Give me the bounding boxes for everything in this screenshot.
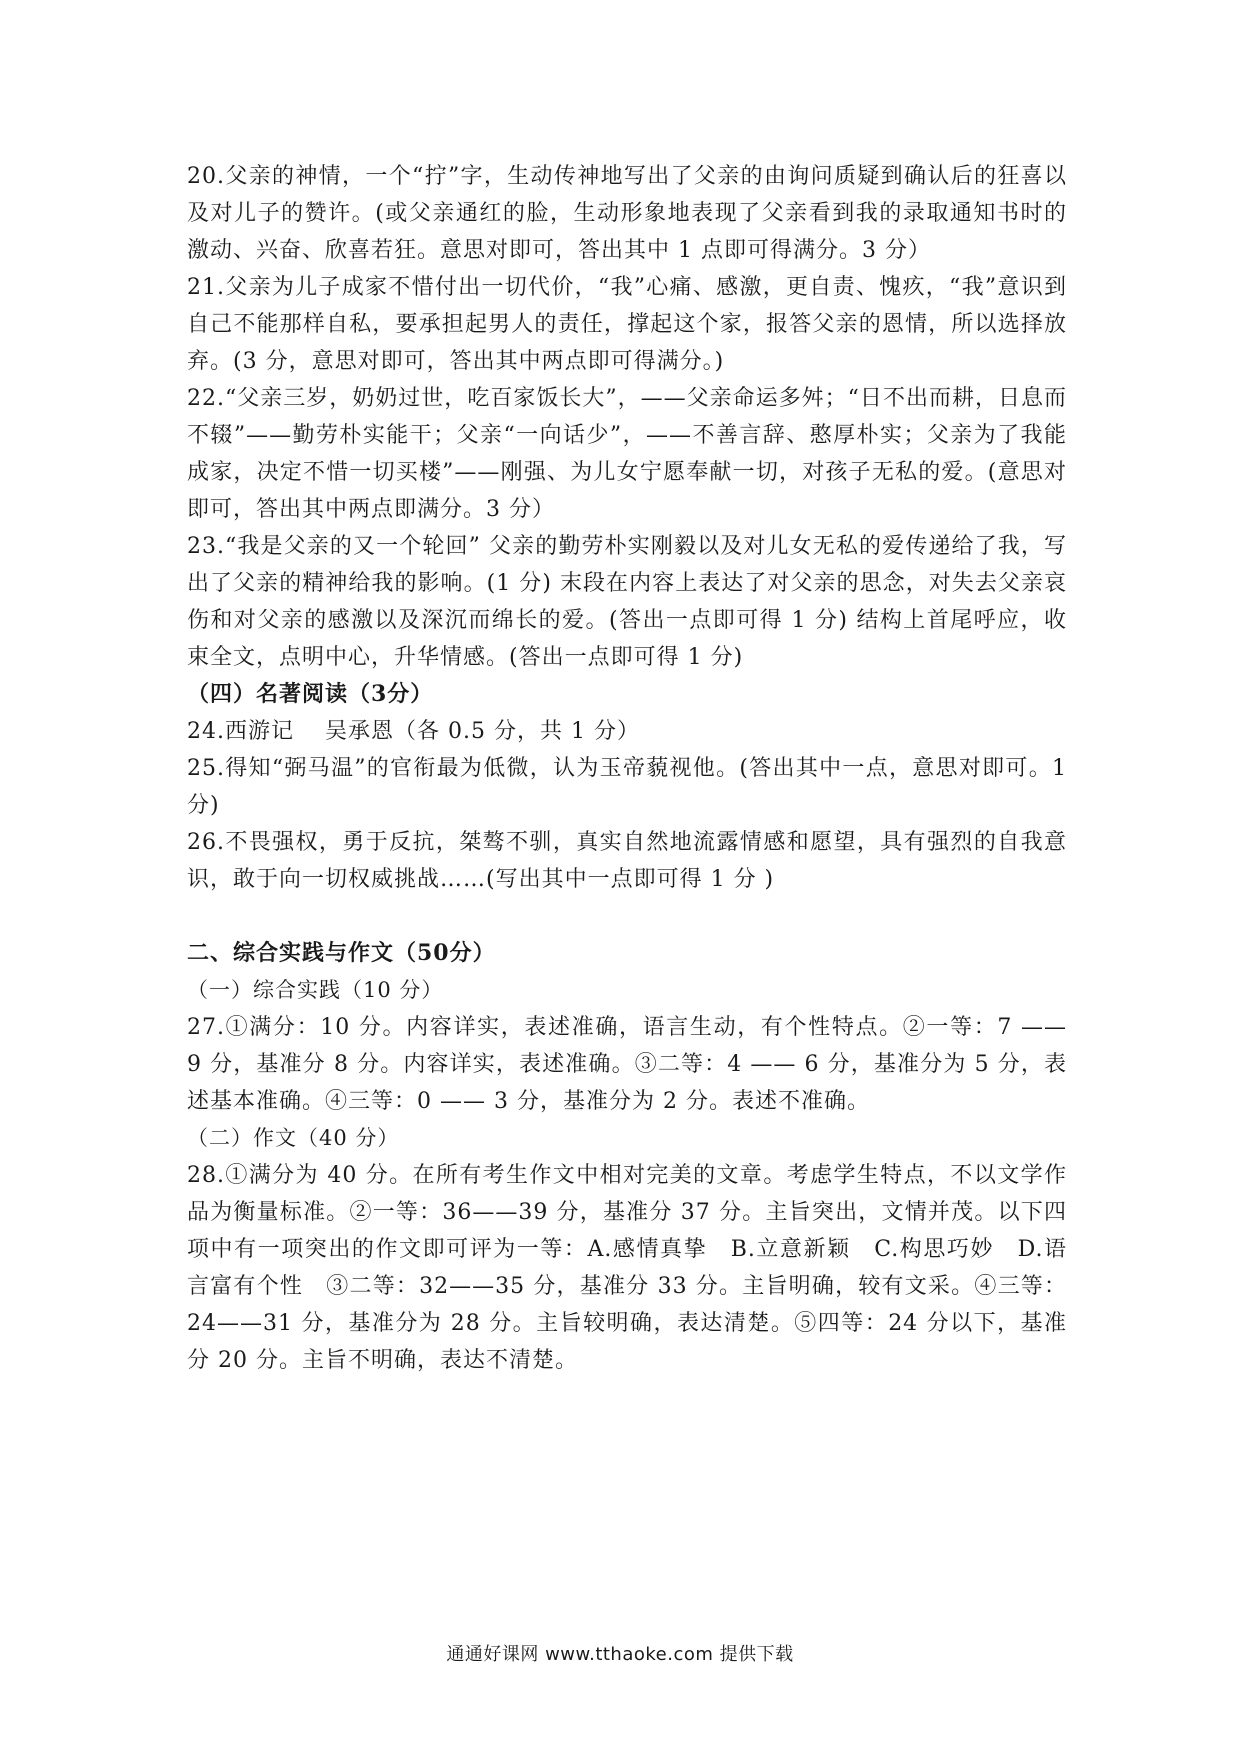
part-2-sub-heading-1: （一）综合实践（10 分）	[187, 978, 444, 1002]
answer-22: 22.“父亲三岁，奶奶过世，吃百家饭长大”，——父亲命运多舛；“日不出而耕，日息而不辍”——勤劳朴实能干；父亲“一向话少”，——不善言辞、憨厚朴实；父亲为了我能成家，决定不惜一切买楼”——刚强、为儿女宁愿奉献一切，对孩子无私的爱。(意思对即可，答出其中两点即满分。3 分）	[187, 386, 1067, 522]
answer-20: 20.父亲的神情，一个“拧”字，生动传神地写出了父亲的由询问质疑到确认后的狂喜以及对儿子的赞许。(或父亲通红的脸，生动形象地表现了父亲看到我的录取通知书时的激动、兴奋、欣喜若狂。意思对即可，答出其中 1 点即可得满分。3 分）	[187, 164, 1067, 263]
answer-25: 25.得知“弼马温”的官衔最为低微，认为玉帝藐视他。(答出其中一点，意思对即可。1 分)	[187, 756, 1067, 818]
part-2-sub-heading-2: （二）作文（40 分）	[187, 1126, 400, 1150]
section-4-heading: （四）名著阅读（3分）	[187, 681, 434, 707]
answer-26: 26.不畏强权，勇于反抗，桀骜不驯，真实自然地流露情感和愿望，具有强烈的自我意识，敢于向一切权威挑战……(写出其中一点即可得 1 分 )	[187, 830, 1067, 892]
answer-24: 24.西游记 吴承恩（各 0.5 分，共 1 分）	[187, 719, 640, 744]
answer-21: 21.父亲为儿子成家不惜付出一切代价，“我”心痛、感激，更自责、愧疚，“我”意识到自己不能那样自私，要承担起男人的责任，撑起这个家，报答父亲的恩情，所以选择放弃。(3 分，意思对即可，答出其中两点即可得满分。)	[187, 275, 1067, 374]
answer-23: 23.“我是父亲的又一个轮回” 父亲的勤劳朴实刚毅以及对儿女无私的爱传递给了我，写出了父亲的精神给我的影响。(1 分) 末段在内容上表达了对父亲的思念，对失去父亲哀伤和对父亲的感激以及深沉而绵长的爱。(答出一点即可得 1 分) 结构上首尾呼应，收束全文，点明中心，升华情感。(答出一点即可得 1 分)	[187, 534, 1067, 670]
answer-28: 28.①满分为 40 分。在所有考生作文中相对完美的文章。考虑学生特点，不以文学作品为衡量标准。②一等：36——39 分，基准分 37 分。主旨突出，文情并茂。以下四项中有一项突出的作文即可评为一等：A.感情真挚 B.立意新颖 C.构思巧妙 D.语言富有个性 ③二等：32——35 分，基准分 33 分。主旨明确，较有文采。④三等：24——31 分，基准分为 28 分。主旨较明确，表达清楚。⑤四等：24 分以下，基准分 20 分。主旨不明确，表达不清楚。	[187, 1163, 1067, 1373]
part-2-heading: 二、综合实践与作文（50分）	[187, 940, 496, 966]
answer-content	[187, 158, 1067, 1379]
answer-27: 27.①满分：10 分。内容详实，表述准确，语言生动，有个性特点。②一等：7 —— 9 分，基准分 8 分。内容详实，表述准确。③二等：4 —— 6 分，基准分为 5 分，表述基本准确。④三等：0 —— 3 分，基准分为 2 分。表述不准确。	[187, 1015, 1067, 1114]
page-footer: 通通好课网 www.tthaoke.com 提供下载	[446, 1644, 794, 1665]
